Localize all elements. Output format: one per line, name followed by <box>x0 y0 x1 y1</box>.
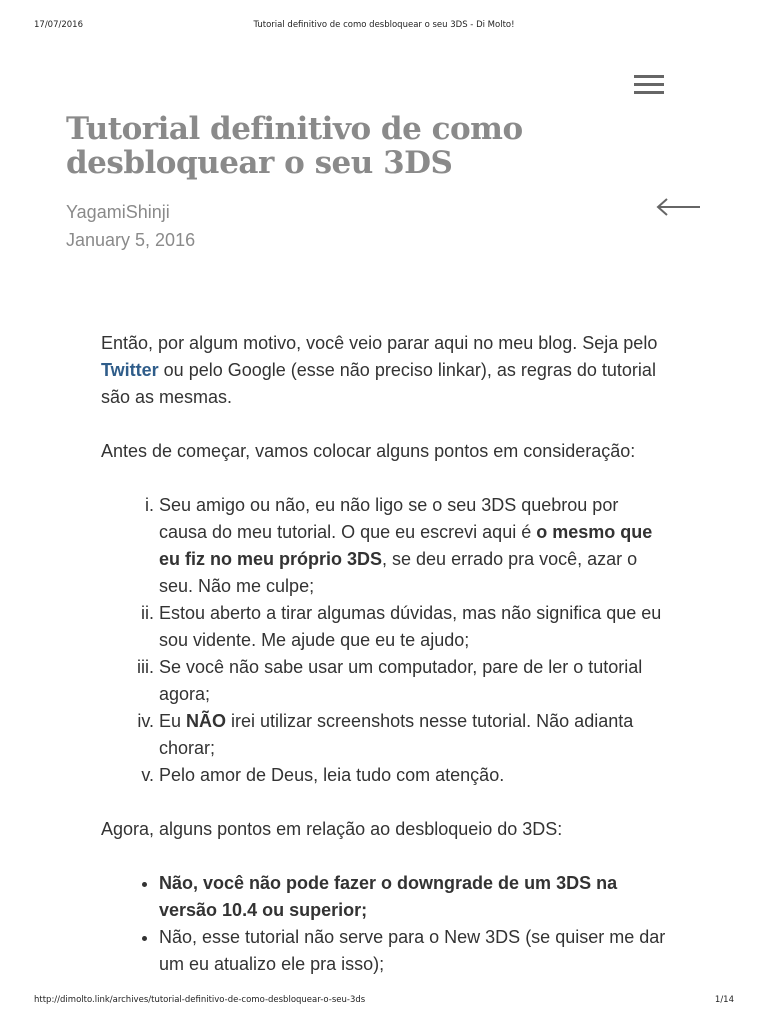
print-page-number: 1/14 <box>714 995 734 1005</box>
unlock-heading: Agora, alguns pontos em relação ao desbloqueio do 3DS: <box>101 819 563 839</box>
post-meta <box>66 198 195 254</box>
list-item: ii. Estou aberto a tirar algumas dúvidas, mas não significa que eu sou vidente. Me ajude que eu te ajudo; <box>159 600 666 654</box>
unlock-points-list <box>101 870 666 978</box>
list-item: i. Seu amigo ou não, eu não ligo se o seu 3DS quebrou por causa do meu tutorial. O que eu escrevi aqui é o mesmo que eu fiz no meu próprio 3DS, se deu errado pra você, azar o seu. Não me culpe; <box>159 492 666 600</box>
post-title: Tutorial definitivo de como desbloquear o seu 3DS <box>66 111 523 181</box>
list-item: • Não, esse tutorial não serve para o New 3DS (se quiser me dar um eu atualizo ele pra isso); <box>159 924 666 978</box>
print-page-title: Tutorial definitivo de como desbloquear o seu 3DS - Di Molto! <box>253 20 515 30</box>
post-date: January 5, 2016 <box>66 230 196 250</box>
twitter-link[interactable]: Twitter <box>101 360 159 380</box>
post-author[interactable]: YagamiShinji <box>66 202 170 222</box>
list-item: v. Pelo amor de Deus, leia tudo com atenção. <box>159 762 666 789</box>
back-arrow-icon[interactable] <box>655 196 701 218</box>
print-url: http://dimolto.link/archives/tutorial-definitivo-de-como-desbloquear-o-seu-3ds <box>34 995 366 1005</box>
intro-paragraph: Então, por algum motivo, você veio parar aqui no meu blog. Seja pelo Twitter ou pelo Google (esse não preciso linkar), as regras do tutorial são as mesmas. <box>101 333 658 407</box>
print-footer <box>0 995 768 1007</box>
considerations-list <box>101 492 666 789</box>
print-header <box>0 20 768 32</box>
print-date: 17/07/2016 <box>34 20 83 30</box>
list-item: iii. Se você não sabe usar um computador, pare de ler o tutorial agora; <box>159 654 666 708</box>
hamburger-menu-icon[interactable] <box>634 75 664 95</box>
list-item: iv. Eu NÃO irei utilizar screenshots nesse tutorial. Não adianta chorar; <box>159 708 666 762</box>
article-body <box>101 330 666 978</box>
considerations-heading: Antes de começar, vamos colocar alguns pontos em consideração: <box>101 441 636 461</box>
list-item: • Não, você não pode fazer o downgrade de um 3DS na versão 10.4 ou superior; <box>159 870 666 924</box>
